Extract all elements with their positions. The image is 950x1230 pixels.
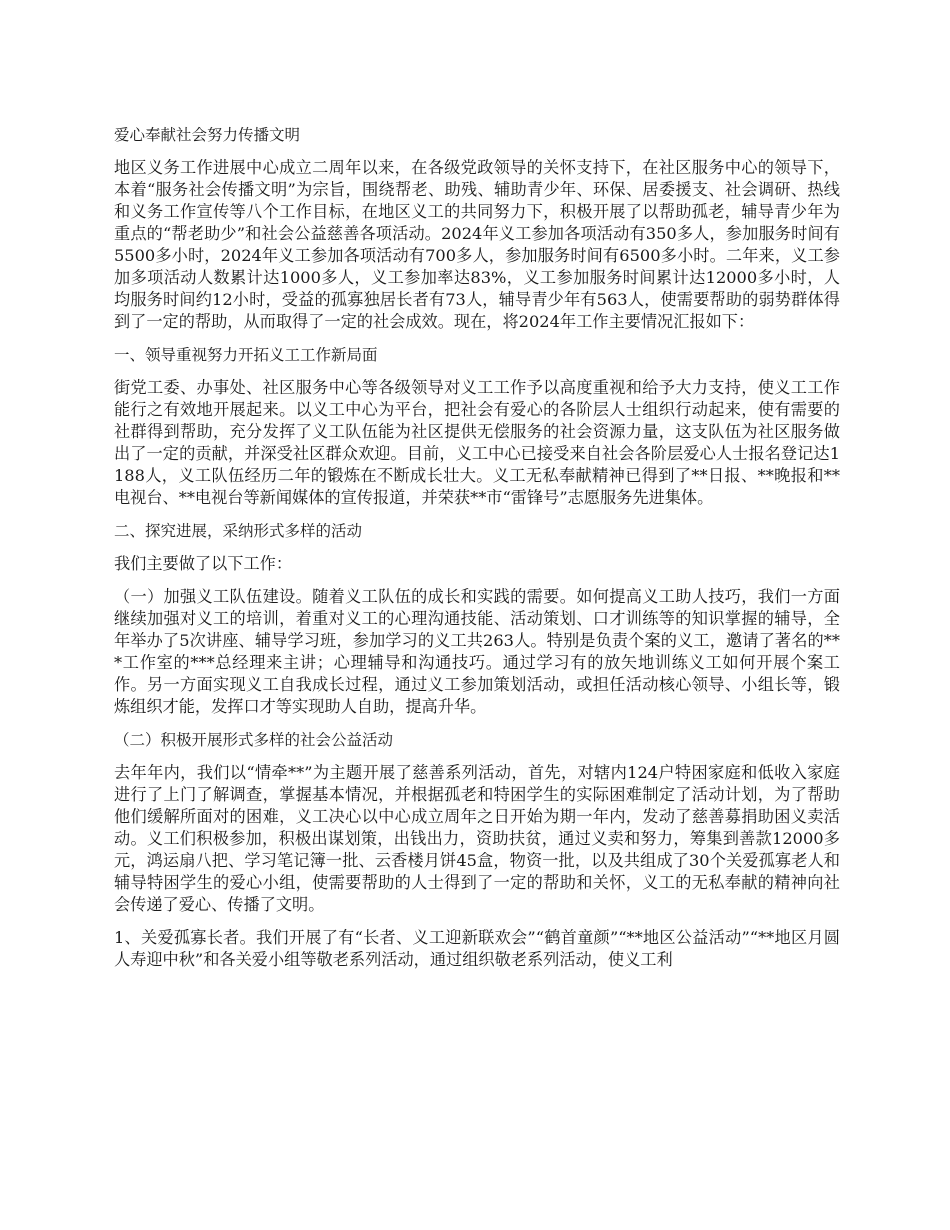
section-1-heading: 一、领导重视努力开拓义工工作新局面 [114,346,378,364]
item-2-sub-1-paragraph: 1、关爱孤寡长者。我们开展了有“长者、义工迎新联欢会”“鹤首童颜”“**地区公益活动”“**地区月圆人寿迎中秋”和各关爱小组等敬老系列活动，通过组织敬老系列活动，使义工利 [114,928,840,969]
section-2-intro: 我们主要做了以下工作： [114,554,293,573]
item-2-heading: （二）积极开展形式多样的社会公益活动 [114,731,394,749]
document-page [114,124,840,982]
item-1-paragraph: （一）加强义工队伍建设。随着义工队伍的成长和实践的需要。如何提高义工助人技巧，我们一方面继续加强对义工的培训，着重对义工的心理沟通技能、活动策划、口才训练等的知识掌握的辅导，全年举办了5次讲座、辅导学习班，参加学习的义工共263人。特别是负责个案的义工，邀请了著名的***工作室的***总经理来主讲；心理辅导和沟通技巧。通过学习有的放矢地训练义工如何开展个案工作。另一方面实现义工自我成长过程，通过义工参加策划活动，或担任活动核心领导、小组长等，锻炼组织才能，发挥口才等实现助人自助，提高升华。 [114,587,840,716]
section-1-paragraph: 街党工委、办事处、社区服务中心等各级领导对义工工作予以高度重视和给予大力支持，使义工工作能行之有效地开展起来。以义工中心为平台，把社会有爱心的各阶层人士组织行动起来，使有需要的社群得到帮助，充分发挥了义工队伍能为社区提供无偿服务的社会资源力量，这支队伍为社区服务做出了一定的贡献，并深受社区群众欢迎。目前，义工中心已接受来自社会各阶层爱心人士报名登记达1188人，义工队伍经历二年的锻炼在不断成长壮大。义工无私奉献精神已得到了**日报、**晚报和**电视台、**电视台等新闻媒体的宣传报道，并荣获**市“雷锋号”志愿服务先进集体。 [114,378,840,507]
section-2-heading: 二、探究进展，采纳形式多样的活动 [114,522,363,540]
document-title: 爱心奉献社会努力传播文明 [114,126,301,144]
item-2-paragraph: 去年年内，我们以“情牵**”为主题开展了慈善系列活动，首先，对辖内124户特困家庭和低收入家庭进行了上门了解调查，掌握基本情况，并根据孤老和特困学生的实际困难制定了活动计划，为了帮助他们缓解所面对的困难，义工决心以中心成立周年之日开始为期一年内，发动了慈善募捐助困义卖活动。义工们积极参加，积极出谋划策，出钱出力，资助扶贫，通过义卖和努力，筹集到善款12000多元，鸿运扇八把、学习笔记簿一批、云香楼月饼45盒，物资一批，以及共组成了30个关爱孤寡老人和辅导特困学生的爱心小组，使需要帮助的人士得到了一定的帮助和关怀，义工的无私奉献的精神向社会传递了爱心、传播了文明。 [114,763,840,914]
intro-paragraph: 地区义务工作进展中心成立二周年以来，在各级党政领导的关怀支持下，在社区服务中心的领导下，本着“服务社会传播文明”为宗旨，围绕帮老、助残、辅助青少年、环保、居委援支、社会调研、热线和义务工作宣传等八个工作目标，在地区义工的共同努力下，积极开展了以帮助孤老，辅导青少年为重点的“帮老助少”和社会公益慈善各项活动。2024年义工参加各项活动有350多人，参加服务时间有5500多小时，2024年义工参加各项活动有700多人，参加服务时间有6500多小时。二年来，义工参加多项活动人数累计达1000多人，义工参加率达83%，义工参加服务时间累计达12000多小时，人均服务时间约12小时，受益的孤寡独居长者有73人，辅导青少年有563人，使需要帮助的弱势群体得到了一定的帮助，从而取得了一定的社会成效。现在，将2024年工作主要情况汇报如下： [114,158,840,331]
